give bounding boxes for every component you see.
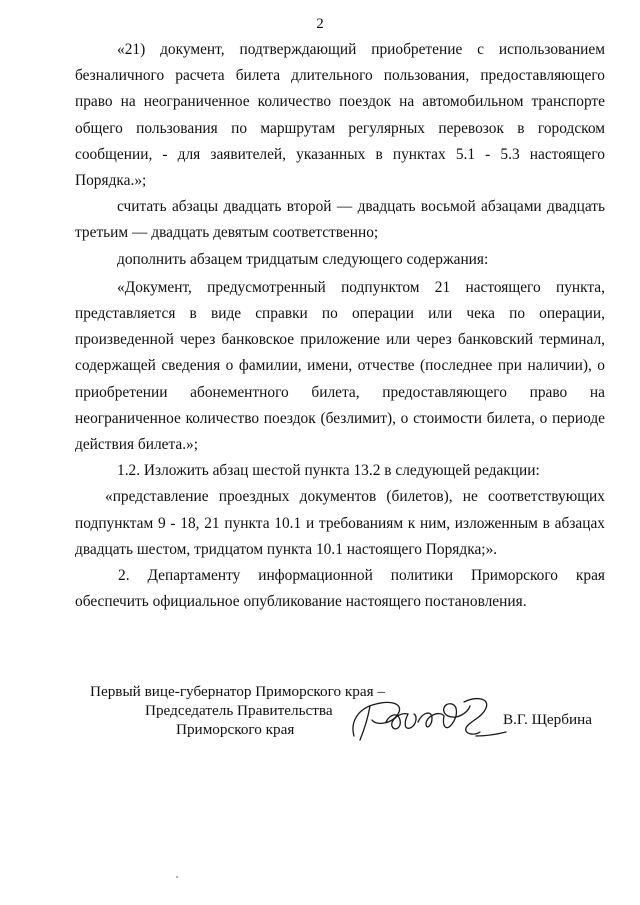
paragraph-new-wording: «представление проездных документов (билетов), не соответствующих подпунктам 9 - 18, 21 пункта 10.1 и требованиям к ним, изложенным в абзацах двадцать шестом, тридцатом пункта 10.1 настоящего Порядка;». <box>75 488 605 558</box>
scan-speck <box>176 876 178 878</box>
paragraph-document-description: «Документ, предусмотренный подпунктом 21 настоящего пункта, представляется в виде справки по операции или чека по операции, произведенной через банковское приложение или через банковский терминал, содержащей сведения о фамилии, имени, отчестве (последнее при наличии), о приобретении абонементного билета, предоставляющего право на неограниченное количество поездок (безлимит), о стоимости билета, о периоде действия билета.»; <box>75 278 605 454</box>
paragraph-item-21: «21) документ, подтверждающий приобретение с использованием безналичного расчета билета длительного пользования, предоставляющего право на неограниченное количество поездок на автомобильном транспорте общего пользования по маршрутам регулярных перевозок в городском сообщении, - для заявителей, указанных в пунктах 5.1 - 5.3 настоящего Порядка.»; <box>75 41 605 190</box>
signature-block <box>0 682 640 762</box>
page-number: 2 <box>316 16 324 32</box>
signer-position-line1: Первый вице-губернатор Приморского края – <box>90 683 385 700</box>
paragraph-add-instruction: дополнить абзацем тридцатым следующего содержания: <box>117 250 489 268</box>
signer-name: В.Г. Щербина <box>503 711 592 728</box>
document-body <box>75 37 605 615</box>
paragraph-section-2: 2. Департаменту информационной политики Приморского края обеспечить официальное опубликование настоящего постановления. <box>75 567 605 611</box>
paragraph-section-1-2: 1.2. Изложить абзац шестой пункта 13.2 в следующей редакции: <box>117 462 540 480</box>
signer-position-line3: Приморского края <box>176 721 295 738</box>
signer-position-line2: Председатель Правительства <box>145 702 333 719</box>
paragraph-renumber-instruction: считать абзацы двадцать второй — двадцать восьмой абзацами двадцать третьим — двадцать девятым соответственно; <box>75 198 605 242</box>
handwritten-signature <box>340 682 510 752</box>
